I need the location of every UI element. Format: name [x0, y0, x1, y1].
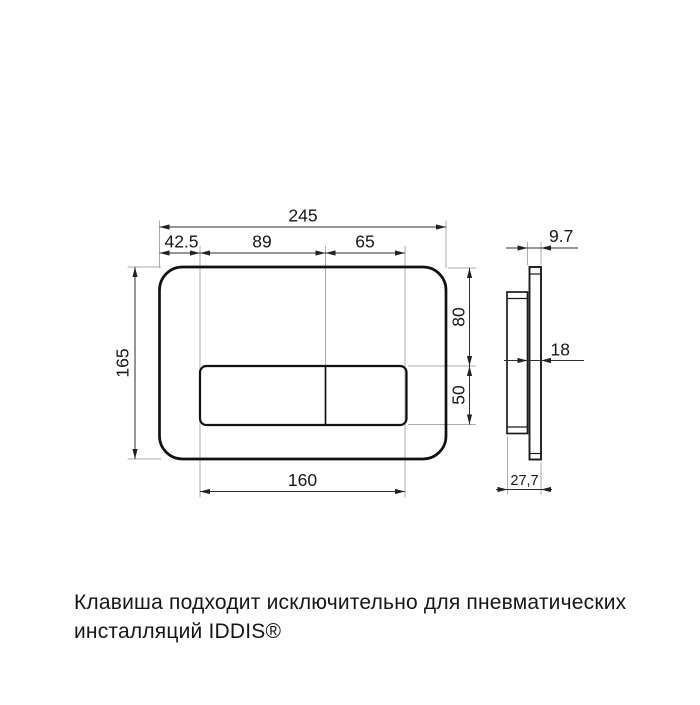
button-area: [200, 366, 407, 425]
dim-arrow: [132, 449, 137, 459]
plate-outline: [160, 267, 447, 459]
dim-label-frame-depth: 18: [550, 339, 570, 360]
dimension-labels: [113, 206, 574, 491]
extension-lines: [128, 221, 542, 498]
dim-arrow: [395, 250, 405, 255]
dim-label-button-width: 160: [287, 470, 318, 490]
dim-arrow: [160, 224, 170, 229]
dim-arrow: [498, 487, 508, 492]
caption-line-1: Клавиша подходит исключительно для пневматических: [74, 591, 627, 614]
dim-label-button-height: 50: [448, 385, 469, 405]
dim-arrow: [326, 250, 336, 255]
dim-label-total-depth: 27,7: [510, 473, 539, 489]
dim-arrow: [436, 224, 446, 229]
dim-arrow: [395, 489, 405, 494]
dim-arrow: [200, 250, 210, 255]
dim-arrow: [467, 366, 472, 376]
dim-label-button-right-width: 65: [355, 231, 375, 252]
side-view: [507, 267, 541, 460]
dim-label-plate-thickness: 9.7: [549, 226, 574, 246]
dim-arrow: [316, 250, 326, 255]
dimension-arrows: [132, 224, 551, 494]
side-frame: [507, 292, 528, 434]
caption: [74, 588, 634, 646]
front-view: [160, 267, 447, 459]
dim-label-total-height: 165: [112, 348, 133, 378]
dim-label-top-to-button: 80: [448, 307, 469, 327]
dim-arrow: [541, 245, 551, 250]
dim-label-offset-left: 42.5: [164, 231, 199, 252]
dim-arrow: [518, 245, 528, 250]
dim-arrow: [200, 489, 210, 494]
caption-line-2: инсталляций IDDIS®: [74, 620, 282, 643]
dim-label-button-left-width: 89: [252, 231, 272, 252]
dim-arrow: [467, 268, 472, 278]
dim-arrow: [132, 267, 137, 277]
dim-arrow: [541, 358, 551, 363]
side-plate: [530, 267, 542, 460]
dim-label-total-width: 245: [288, 205, 318, 226]
dim-arrow: [518, 358, 528, 363]
dim-arrow: [467, 356, 472, 366]
dim-arrow: [541, 487, 551, 492]
dim-arrow: [467, 415, 472, 425]
